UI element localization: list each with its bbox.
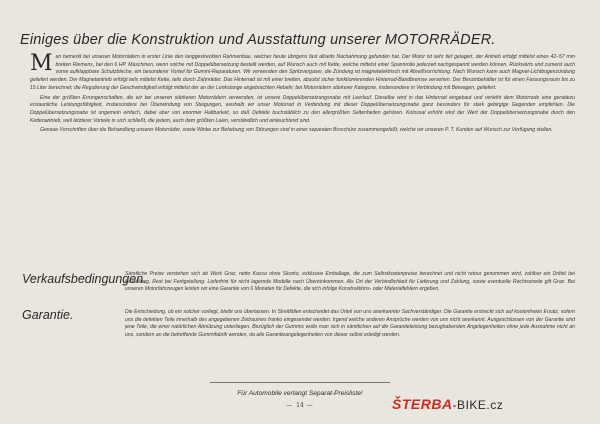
site-watermark-logo [392,396,503,412]
body-text [30,51,575,135]
footer-divider [210,382,390,383]
section-text-warranty: Die Entscheidung, ob ein solcher vorliegt, bleibt uns überlassen. In Streitfällen entscheidet das Urteil von uns anerkannter Sachverständiger. Die Garantie erstreckt sich auf kostenfreien Ersatz, sofern uns die defekten Teile innerhalb des angegebenen Zeitraumes franko eingesendet werden. Irgend welche anderen Ansprüche werden von uns nicht anerkannt. Ausgeschlossen von der Garantie sind jene Teile, die einer natürlichen Abnützung unterliegen. Bezüglich der Gummis wolle man sich in sämtlichen auf die Garantieleistung bezughabenden Angelegenheiten ohne jede Ausnahme nicht an uns, sondern an die betreffende Gummifabrik wenden, da alle Garantieangelegenheiten von dieser selbst erledigt werden. [125,309,575,339]
paragraph-gear-hub: Eine der größten Errungenschaften, die wir bei unseren stärkeren Motorrädern verwenden, ist unsere Doppelübersetzungsnabe mit Leerlauf. Dieselbe wird in das Hinterrad eingebaut und verleiht dem Motorrade eine geradezu erstaunliche Leistungsfähigkeit, insbesondere bei Überwindung von Steigungen, weshalb wir unser Motorrad in Verbindung mit dieser Doppelübersetzungsnabe ganz besonders für stark gebirgige Gegenden empfehlen. Die Doppelübersetzungsnabe ist ungemein einfach, dabei aber von enormer Haltbarkeit, so daß Defekte buchstäblich zu den allergrößten Seltenheiten gehören. Kolossal erhöht wird der Wert der Doppelübersetzungsnabe durch den Kettenantrieb, weil letzterer Vorteile in sich schließt, die jedem, auch dem größten Laien, verständlich und einleuchtend sind. [30,94,575,124]
paragraph-construction-text: an bemerkt bei unseren Motorrädern in erster Linie den langgestreckten Rahmenbau, welcher heute übrigens fast allseits Nachahmung gefunden hat. Der Motor ist sehr tief gelagert, der Antrieb erfolgt mittelst eines 42–57 mm breiten Riemens, bei den 6 HP. Maschinen, wenn solche mit Doppelübersetzung bestellt werden, auf Wunsch auch mit Kette, welche mittelst einer Spannrolle jederzeit nachgespannt werden können. Rückwärts und zumeist auch vorne aufklappbare Schutzbleche, ein besonderer Vorteil für Gummi-Reparaturen. Wir verwenden den Spritzvergaser, die Zündung ist magnetelektrisch mit Abreißvorrichtung. Nach Wunsch kann auch Magnet-Lichtbogenzündung geliefert werden. Der Magnetantrieb erfolgt teils mittelst Kette, teils durch Zahnräder. Das Hinterrad ist mit einer breiten, absolut sicher funktionierenden Hinterrad-Bandbremse versehen. Der Benzinbehälter ist für einen Fassungsraum bis zu 15 Liter berechnet; die Regulierung der Geschwindigkeit erfolgt mittelst der an der Lenkstange angebrachten Hebeln; bei Motorrädern stärkerer Kategorie, insbesondere in Verbindung mit Beiwagen, geliefert. [30,54,575,91]
section-heading-sales-terms: Verkaufsbedingungen. [22,272,147,286]
section-heading-warranty: Garantie. [22,308,74,322]
footer-note: Für Automobile verlangt Separat-Preisliste! [237,390,363,397]
page-number: — 14 — [286,402,314,409]
watermark-brand-red: ŠTERBA [392,396,453,412]
page-title: Einiges über die Konstruktion und Ausstattung unserer MOTORRÄDER. [20,32,496,48]
page-number-value: 14 [296,402,304,409]
drop-cap-letter: M [30,51,53,76]
paragraph-construction [30,51,575,93]
section-text-sales-terms: Sämtliche Preise verstehen sich ab Werk Graz, netto Kassa ohne Skonto, exklusive Emballage, die zum Selbstkostenpreise berechnet und nicht retour genommen wird, zahlbar ein Drittel bei Bestellung, Rest bei Fertigstellung. Lieferfrist für nicht lagernde Modelle nach Übereinkommen. Als Ort der Verbindlichkeit für Lieferung und Zahlung, sowie eventuelle Rechtsstreite gilt Graz. Bei unseren Motorfahrzeugen leisten wir eine Garantie von 6 Monaten für Defekte, die sich infolge Konstruktions- oder Materialfehlern ergeben. [125,271,575,293]
paragraph-brochure-note: Genaue Vorschriften über die Behandlung unserer Motorräder, sowie Winke zur Behebung von Störungen sind in einer separaten Broschüre zusammengefaßt, welche wir unseren P. T. Kunden auf Wunsch zur Verfügung stellen. [40,127,553,134]
watermark-brand-black: -BIKE.cz [452,398,504,412]
